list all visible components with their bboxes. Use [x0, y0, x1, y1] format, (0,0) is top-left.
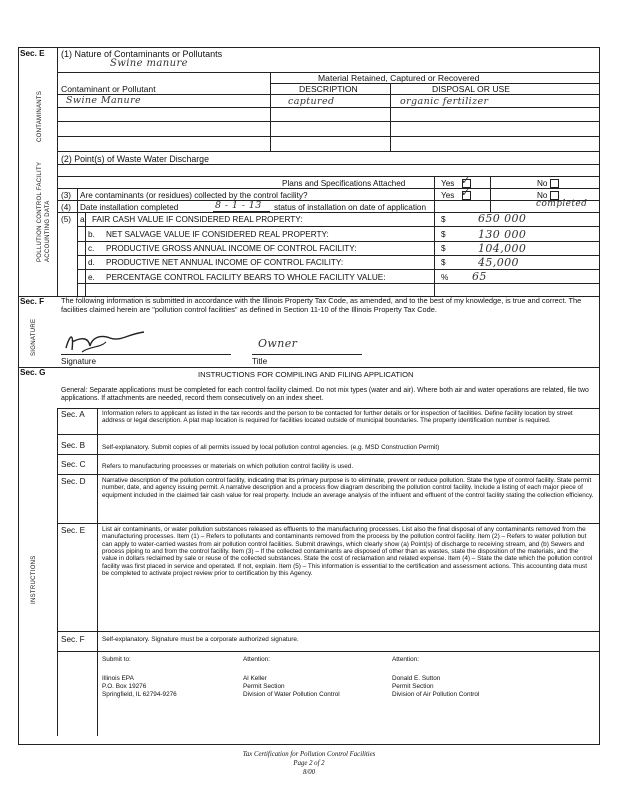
- row1-description[interactable]: captured: [288, 96, 335, 107]
- form-left-border: [18, 47, 19, 745]
- g-table-left: [57, 408, 58, 736]
- q5c-letter: c.: [88, 244, 95, 253]
- item1-title: (1) Nature of Contaminants or Pollutants: [61, 49, 223, 59]
- q4-status[interactable]: completed: [536, 199, 588, 209]
- addr3-line1: Donald E. Sutton: [392, 675, 441, 682]
- footer-line-2: Page 2 of 2: [293, 760, 325, 767]
- addr3-line2: Permit Section: [392, 683, 434, 690]
- g-row-b-sec: Sec. B: [61, 441, 86, 450]
- plans-divider-a: [434, 176, 435, 212]
- addr2-line3: Division of Water Pollution Control: [243, 691, 340, 698]
- item1-value[interactable]: Swine manure: [110, 58, 188, 69]
- q4-text-b: status of installation on date of application: [274, 203, 427, 212]
- g-row-d-sec: Sec. D: [61, 477, 86, 486]
- q5e-percent: %: [441, 273, 449, 282]
- addr1-line3: Springfield, IL 62794-9276: [102, 691, 177, 698]
- q5c-text: PRODUCTIVE GROSS ANNUAL INCOME OF CONTROL FACILITY:: [106, 244, 357, 253]
- g-row-a-bottom: [57, 434, 599, 435]
- col-disposal: DISPOSAL OR USE: [432, 84, 511, 94]
- signature-label: Signature: [61, 357, 97, 366]
- g-row-a-sec: Sec. A: [61, 410, 85, 419]
- g-table-top: [57, 408, 599, 409]
- sec-g-heading: INSTRUCTIONS FOR COMPILING AND FILING APPLICATION: [198, 370, 414, 379]
- addr1-line1: Illinois EPA: [102, 675, 134, 682]
- plans-yes-label: Yes: [441, 179, 455, 188]
- form-right-border: [599, 47, 600, 745]
- title-underline: [252, 354, 362, 355]
- footer-line-3: 8/00: [302, 769, 316, 776]
- side-signature: SIGNATURE: [31, 318, 37, 356]
- plans-yes-check-mark: ✓: [461, 174, 471, 187]
- g-row-a-text: Information refers to applicant as listed in the tax records and the person to be contacted for further details or for inspection of facilities. Define facility location by street address or legal description. A plat map location is required for facilities located outside of municipal boundaries. The property identification number is required.: [102, 410, 573, 425]
- q5-number: (5): [61, 215, 72, 224]
- q3-number: (3): [61, 191, 72, 200]
- plans-no-label: No: [537, 179, 548, 188]
- q5d-letter: d.: [88, 258, 95, 267]
- item2-title: (2) Point(s) of Waste Water Discharge: [61, 154, 209, 164]
- e-row-line-9: [57, 176, 599, 177]
- e-col-divider-2: [390, 83, 391, 152]
- g-row-c-text: Refers to manufacturing processes or materials on which pollution control facility is used.: [102, 463, 354, 470]
- q4-number: (4): [61, 203, 72, 212]
- q5c-dollar: $: [441, 244, 446, 253]
- side-contaminants: CONTAMINANTS: [37, 90, 43, 142]
- g-row-c-sec: Sec. C: [61, 460, 86, 469]
- q5a-text: FAIR CASH VALUE IF CONSIDERED REAL PROPERTY:: [92, 215, 303, 224]
- e-row-line-15: [77, 255, 599, 256]
- q5e-value[interactable]: 65: [472, 270, 487, 283]
- q5d-value[interactable]: 45,000: [478, 256, 519, 269]
- plans-no-checkbox[interactable]: [550, 179, 559, 188]
- submit-to-label: Submit to:: [102, 656, 131, 663]
- addr2-line2: Permit Section: [243, 683, 285, 690]
- g-row-d-text: Narrative description of the pollution control facility, indicating that its primary purpose is to eliminate, prevent or reduce pollution. State the type of control facility. State permit number, date, and agency issuing permit. A narrative description and a process flow diagram describing the pollution control facility. Include a listing of each major piece of equipment included in the claimed fair cash value for real property. Include an average analysis of the influent and effluent of the control facility stating the collection efficiency.: [102, 477, 594, 499]
- q5b-value[interactable]: 130 000: [478, 228, 527, 241]
- e-row-line-7: [57, 151, 599, 152]
- sec-f-label: Sec. F: [20, 297, 45, 306]
- title-label: Title: [252, 357, 268, 366]
- col-description: DESCRIPTION: [299, 84, 358, 94]
- side-pollution: POLLUTION CONTROL FACILITY: [37, 161, 43, 262]
- col-contaminant: Contaminant or Pollutant: [61, 84, 156, 94]
- g-row-b-bottom: [57, 454, 599, 455]
- e-row-line-4: [57, 107, 599, 108]
- g-row-e-bottom: [57, 631, 599, 632]
- q3-no-label: No: [537, 191, 548, 200]
- signature-underline: [61, 354, 231, 355]
- addr2-line1: Al Keller: [243, 675, 267, 682]
- sec-g-general: General: Separate applications must be completed for each control facility claimed. Do not mix types (water and air). Where both air and water operations are related, file two applications. If attachments are needed, record them consecutively on an index sheet.: [61, 387, 589, 402]
- q5d-dollar: $: [441, 258, 446, 267]
- q3-yes-check-mark: ✓: [461, 186, 471, 199]
- g-row-b-text: Self-explanatory. Submit copies of all permits issued by local pollution control agencies. (e.g. MSD Construction Permit): [102, 444, 440, 451]
- e-row-line-6: [57, 136, 599, 137]
- sec-f-bottom-line: [18, 367, 600, 368]
- form-top-border: [18, 47, 600, 48]
- q5b-text: NET SALVAGE VALUE IF CONSIDERED REAL PROPERTY:: [106, 230, 329, 239]
- e-row-line-13: [77, 226, 599, 227]
- q5c-value[interactable]: 104,000: [478, 242, 527, 255]
- q5e-text: PERCENTAGE CONTROL FACILITY BEARS TO WHOLE FACILITY VALUE:: [106, 273, 386, 282]
- side-accounting: ACCOUNTING DATA: [45, 200, 51, 262]
- section-label-divider: [57, 47, 58, 297]
- material-header: Material Retained, Captured or Recovered: [318, 73, 480, 83]
- attention-label-water: Attention:: [243, 656, 271, 663]
- sec-g-label: Sec. G: [20, 368, 46, 377]
- g-row-f-text: Self-explanatory. Signature must be a corporate authorized signature.: [102, 636, 299, 643]
- q5a-dollar: $: [441, 215, 446, 224]
- side-instructions: INSTRUCTIONS: [31, 555, 37, 604]
- q5b-letter: b.: [88, 230, 95, 239]
- q5a-letter: a.: [80, 215, 87, 224]
- q3-yes-label: Yes: [441, 191, 455, 200]
- form-bottom-border: [18, 744, 600, 745]
- attention-label-air: Attention:: [392, 656, 420, 663]
- q4-date[interactable]: 8 - 1 - 13: [215, 200, 262, 211]
- e-row-line-10: [57, 188, 599, 189]
- footer-line-1: Tax Certification for Pollution Control Facilities: [242, 751, 376, 758]
- q5d-text: PRODUCTIVE NET ANNUAL INCOME OF CONTROL FACILITY:: [106, 258, 344, 267]
- q3-text: Are contaminants (or residues) collected by the control facility?: [80, 191, 308, 200]
- g-table-mid: [97, 408, 98, 736]
- addr3-line3: Division of Air Pollution Control: [392, 691, 480, 698]
- title-value[interactable]: Owner: [258, 337, 298, 350]
- q5b-dollar: $: [441, 230, 446, 239]
- q5e-letter: e.: [88, 273, 95, 282]
- e-row-line-17: [77, 283, 599, 284]
- e-row-line-5: [57, 121, 599, 122]
- sec-e-label: Sec. E: [20, 49, 45, 58]
- g-row-d-bottom: [57, 523, 599, 524]
- e-row-line-16: [77, 269, 599, 270]
- g-row-e-sec: Sec. E: [61, 526, 86, 535]
- g-row-f-sec: Sec. F: [61, 635, 85, 644]
- addr1-line2: P.O. Box 19276: [102, 683, 147, 690]
- e-col-divider-1: [270, 72, 271, 152]
- num-col-divider: [77, 188, 78, 297]
- g-row-c-bottom: [57, 474, 599, 475]
- q5a-value[interactable]: 650 000: [478, 212, 527, 225]
- plans-label: Plans and Specifications Attached: [282, 179, 406, 188]
- row1-disposal[interactable]: organic fertilizer: [400, 96, 489, 107]
- q4-text-a: Date installation completed: [80, 203, 179, 212]
- e-row-line-11: [57, 200, 599, 201]
- g-row-e-text: List air contaminants, or water pollution substances released as effluents to the manufacturing processes. List also the final disposal of any contaminants removed from the manufacturing processes. Item (1) – Refers to pollutants and contaminants removed from the process by the pollution control facility. Item (2) – Refers to water pollution but can apply to water-carried wastes from air pollution control facilities. Submit drawings, which clearly show (a) Point(s) of discharge to receiving stream, and (b) Sewers and process piping to and from the control facility. Item (3) – If the collected contaminants are disposed of other than as wastes, state the disposition of the materials, and the value in dollars reclaimed by sale or reuse of the collected substances. State the cost of reclamation and related expense. Item (4) – State the date which the pollution control facility was first placed in service and operated. If not, explain. Item (5) – This information is essential to the certification and assessment actions. This accounting data must be completed to activate project review prior to certification by this Agency.: [102, 526, 593, 578]
- row1-contaminant[interactable]: Swine Manure: [66, 95, 142, 106]
- signature-image: [60, 328, 150, 356]
- e-row-line-8: [57, 164, 599, 165]
- g-row-f-bottom: [57, 651, 599, 652]
- plans-divider-b: [490, 176, 491, 212]
- sec-f-statement: The following information is submitted in accordance with the Illinois Property Tax Code, as amended, and to the best of my knowledge, is true and correct. The facilities claimed herein are "pollution control facilities" as defined in Section 11-10 of the Illinois Property Tax Code.: [61, 296, 582, 314]
